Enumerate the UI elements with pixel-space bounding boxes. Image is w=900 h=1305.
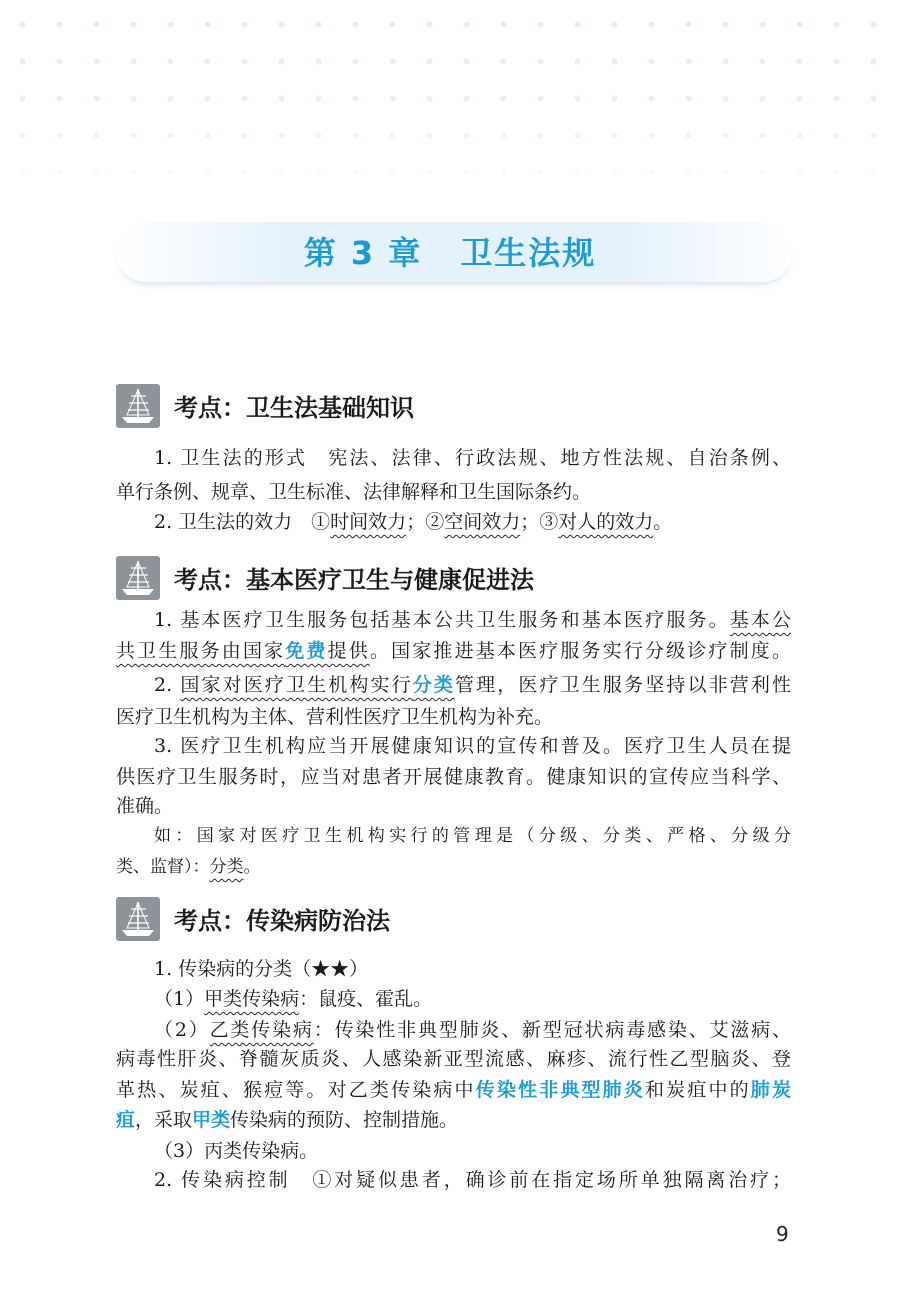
text-line: 1. 传染病的分类（★★） (154, 958, 369, 980)
header-fade (0, 0, 900, 200)
chapter-heading (0, 228, 900, 274)
sailboat-icon (116, 897, 160, 941)
text-line: 疽，采取甲类传染病的预防、控制措施。 (116, 1109, 459, 1131)
highlight: 疽 (116, 1109, 136, 1131)
highlight: 甲类 (192, 1109, 231, 1131)
key-term: 对人的效力 (558, 511, 654, 533)
text-line: 1. 卫生法的形式 宪法、法律、行政法规、地方性法规、自治条例、 (154, 447, 791, 469)
highlight: 分类 (412, 674, 456, 696)
highlight: 肺炭 (750, 1079, 791, 1101)
text-line: （2）乙类传染病：传染性非典型肺炎、新型冠状病毒感染、艾滋病、 (154, 1019, 791, 1041)
sailboat-icon (116, 384, 160, 428)
text-line: 共卫生服务由国家免费提供。国家推进基本医疗服务实行分级诊疗制度。 (116, 640, 791, 662)
page-number: 9 (776, 1222, 789, 1246)
text-line: 革热、炭疽、猴痘等。对乙类传染病中传染性非典型肺炎和炭疽中的肺炭 (116, 1079, 791, 1101)
text-line: 供医疗卫生服务时，应当对患者开展健康教育。健康知识的宣传应当科学、 (116, 766, 791, 788)
section-title: 考点：基本医疗卫生与健康促进法 (174, 566, 534, 594)
text-line: 单行条例、规章、卫生标准、法律解释和卫生国际条约。 (116, 481, 592, 503)
key-term: 国家对医疗卫生机构实行分类 (180, 674, 456, 696)
key-term: 甲类传染病 (204, 988, 300, 1010)
text-line: 医疗卫生机构为主体、营利性医疗卫生机构为补充。 (116, 706, 554, 728)
text-line: 1. 基本医疗卫生服务包括基本公共卫生服务和基本医疗服务。基本公 (154, 609, 791, 631)
text-line: 2. 国家对医疗卫生机构实行分类管理，医疗卫生服务坚持以非营利性 (154, 674, 791, 696)
text-line: （1）甲类传染病：鼠疫、霍乱。 (154, 988, 433, 1010)
text-line: 准确。 (116, 795, 174, 817)
key-term: 乙类传染病 (209, 1019, 314, 1041)
highlight: 免费 (285, 640, 328, 662)
example-line: 类、监督）：分类。 (116, 857, 261, 877)
text-line: （3）丙类传染病。 (154, 1140, 319, 1162)
text-line: 2. 传染病控制 ①对疑似患者，确诊前在指定场所单独隔离治疗； (154, 1169, 791, 1191)
key-term: 空间效力 (444, 511, 521, 533)
example-line: 如：国家对医疗卫生机构实行的管理是（分级、分类、严格、分级分 (154, 826, 791, 846)
key-term: 共卫生服务由国家免费提供 (116, 640, 370, 662)
key-term: 时间效力 (330, 511, 407, 533)
chapter-title: 卫生法规 (460, 234, 597, 272)
text-line: 2. 卫生法的效力 ①时间效力；②空间效力；③对人的效力。 (154, 511, 673, 533)
highlight: 传染性非典型肺炎 (475, 1079, 645, 1101)
key-term: 分类 (209, 857, 244, 877)
text-line: 3. 医疗卫生机构应当开展健康知识的宣传和普及。医疗卫生人员在提 (154, 735, 791, 757)
section-title: 考点：卫生法基础知识 (174, 394, 414, 422)
chapter-label: 第 3 章 (303, 234, 423, 272)
text-line: 病毒性肝炎、脊髓灰质炎、人感染新亚型流感、麻疹、流行性乙型脑炎、登 (116, 1048, 791, 1070)
key-term: 基本公 (729, 609, 791, 631)
section-title: 考点：传染病防治法 (174, 907, 390, 935)
sailboat-icon (116, 556, 160, 600)
